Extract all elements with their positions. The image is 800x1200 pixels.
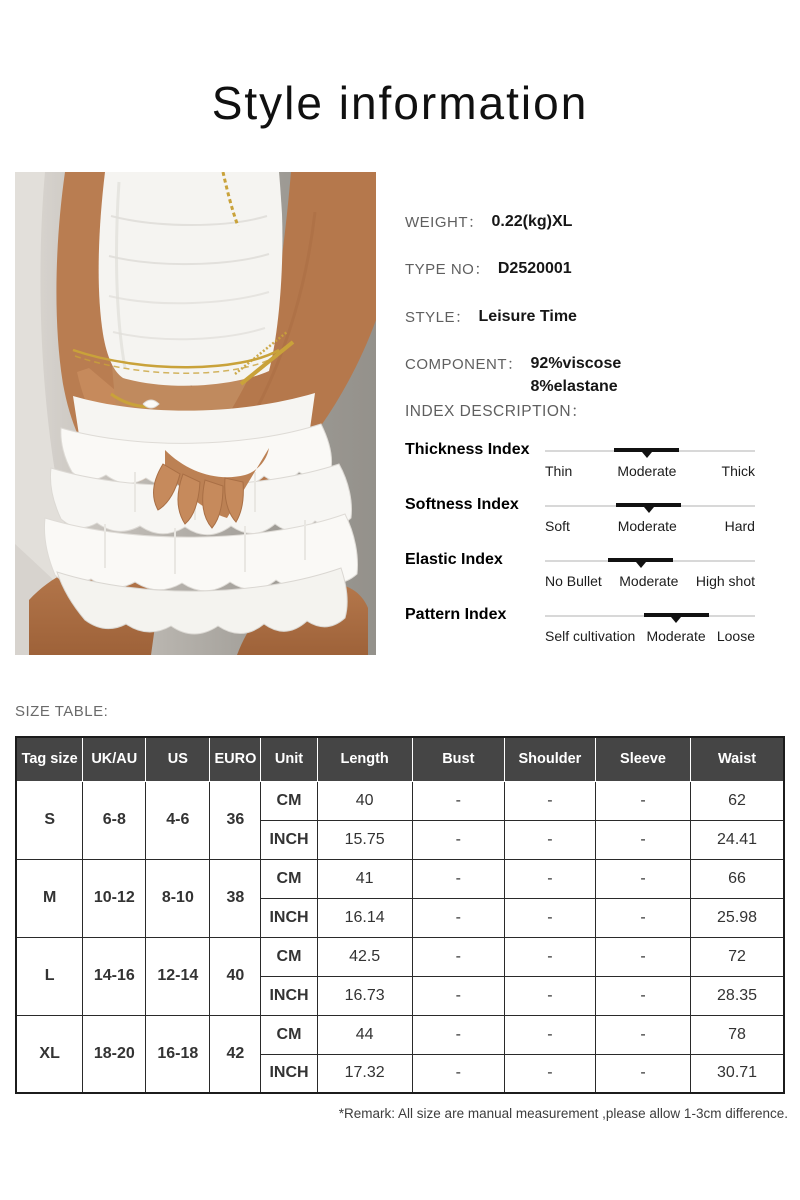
length-value: 44 (317, 1015, 412, 1054)
elastic-index-label: Elastic Index (405, 551, 503, 568)
length-value: 42.5 (317, 937, 412, 976)
slider-options (545, 573, 755, 589)
length-value: 40 (317, 781, 412, 820)
us-value: 4-6 (146, 781, 210, 859)
pattern-index-slider (545, 606, 755, 661)
product-specs (405, 211, 785, 423)
unit-cell: INCH (261, 820, 317, 859)
shoulder-value: - (504, 976, 595, 1015)
size-tag: XL (16, 1015, 83, 1093)
thickness-index-label: Thickness Index (405, 441, 530, 458)
spec-component-value (531, 353, 622, 398)
option-moderate: Moderate (617, 463, 677, 479)
option-loose: Loose (716, 628, 755, 644)
col-uk-au: UK/AU (83, 737, 146, 781)
unit-cell: CM (261, 781, 317, 820)
table-row-s-cm (16, 781, 784, 820)
unit-cell: CM (261, 1015, 317, 1054)
euro-value: 40 (210, 937, 261, 1015)
spec-component (405, 353, 785, 398)
product-photo (15, 172, 376, 655)
shoulder-value: - (504, 859, 595, 898)
pattern-index-label: Pattern Index (405, 606, 507, 623)
spec-style-value: Leisure Time (478, 307, 577, 325)
option-thin: Thin (545, 463, 573, 479)
sleeve-value: - (595, 781, 690, 820)
col-unit: Unit (261, 737, 317, 781)
softness-index-row (405, 496, 785, 551)
index-description-heading: INDEX DESCRIPTION： (405, 403, 588, 420)
waist-value: 24.41 (691, 820, 784, 859)
length-value: 16.14 (317, 898, 412, 937)
unit-cell: CM (261, 859, 317, 898)
sleeve-value: - (595, 898, 690, 937)
unit-cell: INCH (261, 1054, 317, 1093)
length-value: 41 (317, 859, 412, 898)
table-row-xl-cm (16, 1015, 784, 1054)
option-moderate: Moderate (617, 518, 677, 534)
thickness-index-row (405, 441, 785, 496)
bust-value: - (412, 820, 504, 859)
size-tag: M (16, 859, 83, 937)
size-table-header-row (16, 737, 784, 781)
col-waist: Waist (691, 737, 784, 781)
euro-value: 36 (210, 781, 261, 859)
col-tag-size: Tag size (16, 737, 83, 781)
option-moderate: Moderate (646, 628, 706, 644)
slider-selected-segment (644, 613, 709, 617)
table-row-m-cm (16, 859, 784, 898)
shoulder-value: - (504, 781, 595, 820)
bust-value: - (412, 898, 504, 937)
uk-au-value: 14-16 (83, 937, 146, 1015)
sleeve-value: - (595, 859, 690, 898)
option-self-cultivation: Self cultivation (545, 628, 636, 644)
unit-cell: CM (261, 937, 317, 976)
waist-value: 72 (691, 937, 784, 976)
col-sleeve: Sleeve (595, 737, 690, 781)
spec-component-line1: 92%viscose (530, 355, 622, 373)
spec-style-label: STYLE： (405, 308, 471, 326)
ruffle-skirt (44, 393, 357, 634)
waist-value: 28.35 (691, 976, 784, 1015)
uk-au-value: 6-8 (83, 781, 146, 859)
option-soft: Soft (545, 518, 570, 534)
spec-type-no (405, 258, 785, 280)
softness-index-label: Softness Index (405, 496, 519, 513)
elastic-index-slider (545, 551, 755, 606)
option-hard: Hard (724, 518, 755, 534)
waist-value: 62 (691, 781, 784, 820)
bust-value: - (412, 976, 504, 1015)
spec-weight-value: 0.22(kg)XL (491, 213, 573, 230)
softness-index-slider (545, 496, 755, 551)
spec-type-no-value: D2520001 (497, 260, 572, 278)
waist-value: 30.71 (691, 1054, 784, 1093)
bust-value: - (412, 781, 504, 820)
moderate-marker-icon (671, 617, 681, 623)
size-table (15, 736, 785, 1094)
spec-type-no-label: TYPE NO： (405, 261, 490, 279)
shoulder-value: - (504, 937, 595, 976)
slider-selected-segment (614, 448, 679, 452)
size-table-heading: SIZE TABLE: (15, 703, 109, 720)
page-title: Style information (211, 77, 589, 129)
bust-value: - (412, 937, 504, 976)
uk-au-value: 10-12 (83, 859, 146, 937)
spec-weight-label: WEIGHT： (405, 214, 484, 231)
option-no-bullet: No Bullet (545, 573, 602, 589)
white-crop-top (99, 172, 283, 386)
bust-value: - (412, 1054, 504, 1093)
spec-style (405, 306, 785, 328)
length-value: 16.73 (317, 976, 412, 1015)
spec-weight (405, 211, 785, 233)
bust-value: - (412, 859, 504, 898)
slider-selected-segment (616, 503, 681, 507)
spec-component-label: COMPONENT： (405, 356, 523, 374)
option-high-shot: High shot (695, 573, 755, 589)
slider-selected-segment (608, 558, 673, 562)
col-euro: EURO (210, 737, 261, 781)
moderate-marker-icon (644, 507, 654, 513)
sleeve-value: - (595, 1054, 690, 1093)
sleeve-value: - (595, 976, 690, 1015)
euro-value: 42 (210, 1015, 261, 1093)
shoulder-value: - (504, 1015, 595, 1054)
us-value: 12-14 (146, 937, 210, 1015)
moderate-marker-icon (642, 452, 652, 458)
pattern-index-row (405, 606, 785, 661)
index-sliders (405, 441, 785, 661)
slider-options (545, 463, 755, 479)
spec-component-line2: 8%elastane (530, 377, 618, 395)
size-tag: L (16, 937, 83, 1015)
slider-options (545, 628, 755, 644)
waist-value: 25.98 (691, 898, 784, 937)
elastic-index-row (405, 551, 785, 606)
unit-cell: INCH (261, 976, 317, 1015)
sleeve-value: - (595, 1015, 690, 1054)
slider-options (545, 518, 755, 534)
bust-value: - (412, 1015, 504, 1054)
col-us: US (146, 737, 210, 781)
length-value: 15.75 (317, 820, 412, 859)
waist-value: 66 (691, 859, 784, 898)
unit-cell: INCH (261, 898, 317, 937)
shoulder-value: - (504, 820, 595, 859)
sleeve-value: - (595, 820, 690, 859)
size-remark: *Remark: All size are manual measurement ,please allow 1-3cm difference. (338, 1106, 788, 1121)
thickness-index-slider (545, 441, 755, 496)
length-value: 17.32 (317, 1054, 412, 1093)
col-shoulder: Shoulder (504, 737, 595, 781)
sleeve-value: - (595, 937, 690, 976)
shoulder-value: - (504, 898, 595, 937)
us-value: 8-10 (146, 859, 210, 937)
size-tag: S (16, 781, 83, 859)
col-length: Length (317, 737, 412, 781)
option-thick: Thick (721, 463, 755, 479)
euro-value: 38 (210, 859, 261, 937)
waist-value: 78 (691, 1015, 784, 1054)
moderate-marker-icon (636, 562, 646, 568)
table-row-l-cm (16, 937, 784, 976)
col-bust: Bust (412, 737, 504, 781)
uk-au-value: 18-20 (83, 1015, 146, 1093)
shoulder-value: - (504, 1054, 595, 1093)
us-value: 16-18 (146, 1015, 210, 1093)
option-moderate: Moderate (619, 573, 679, 589)
